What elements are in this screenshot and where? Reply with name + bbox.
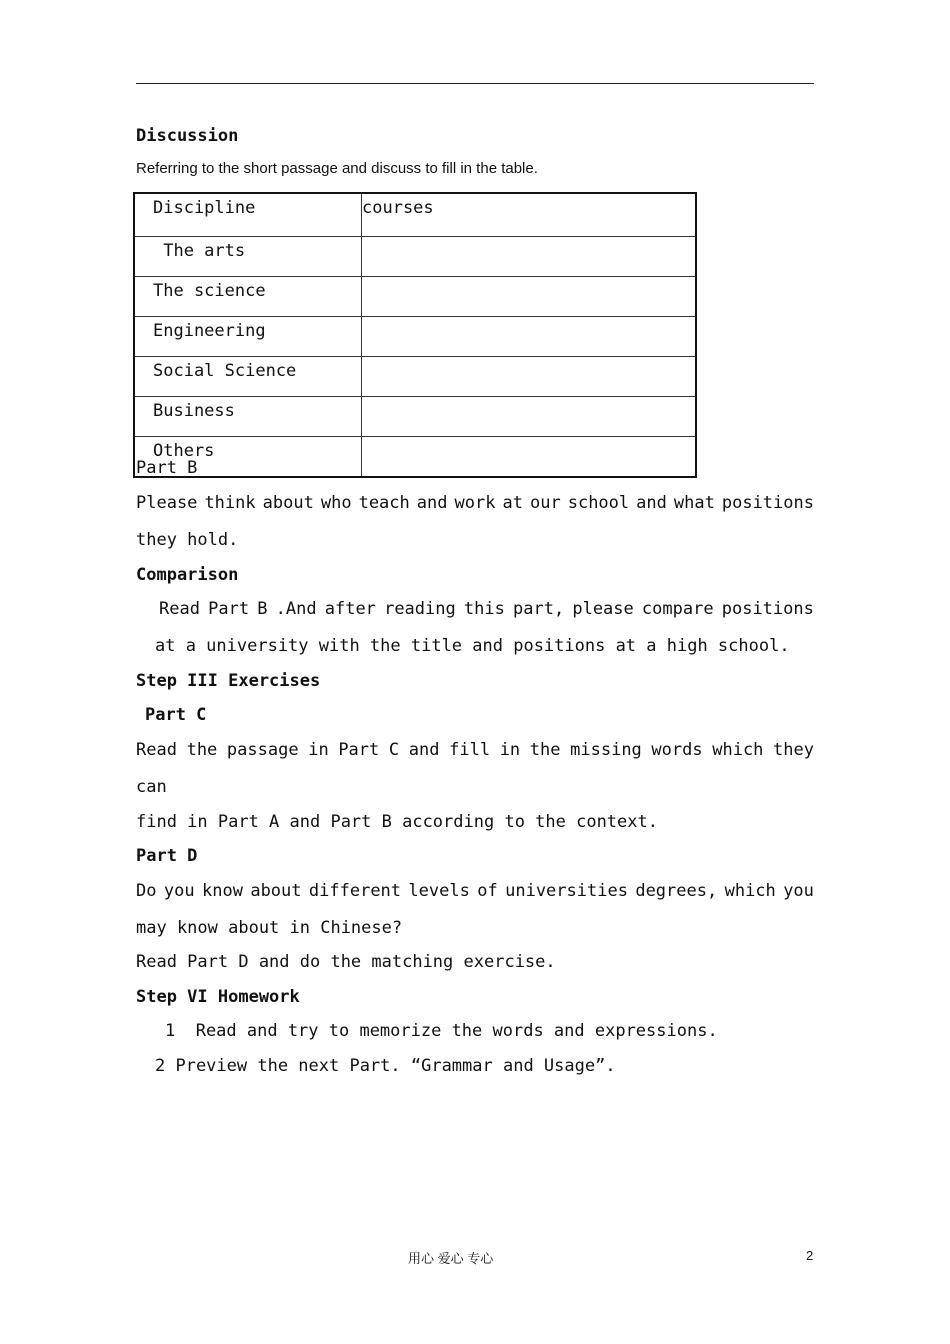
word: which — [712, 740, 764, 760]
word: missing — [570, 740, 642, 760]
word: positions — [721, 599, 814, 619]
word: Please — [136, 493, 198, 513]
header-rule — [136, 83, 814, 84]
table-row — [134, 237, 696, 277]
part-d-heading: Part D — [136, 846, 198, 866]
part-c-line-3: find in Part A and Part B according to the context. — [136, 812, 658, 832]
table-header-row — [134, 193, 696, 237]
word: degrees, — [635, 881, 718, 901]
word: Do — [136, 881, 157, 901]
word: part, — [513, 599, 565, 619]
table-row — [134, 397, 696, 437]
word: B — [257, 599, 268, 619]
word: think — [204, 493, 256, 513]
word: at — [502, 493, 523, 513]
word: Part — [338, 740, 380, 760]
word: passage — [226, 740, 299, 760]
homework-item-1: 1 Read and try to memorize the words and expressions. — [165, 1021, 718, 1041]
word: about — [262, 493, 314, 513]
part-d-line-1 — [136, 881, 814, 901]
comparison-line-1 — [159, 599, 814, 619]
part-b-line-1 — [136, 493, 814, 513]
word: please — [572, 599, 634, 619]
table-cell-courses — [362, 317, 697, 357]
step-3-heading: Step III Exercises — [136, 671, 321, 691]
word: you — [783, 881, 814, 901]
table-cell-discipline: The science — [134, 277, 362, 317]
word: fill — [449, 740, 491, 760]
table-row — [134, 357, 696, 397]
word: in — [308, 740, 329, 760]
part-c-line-2: can — [136, 777, 167, 797]
footer-motto: 用心 爱心 专心 — [408, 1251, 494, 1266]
table-cell-discipline: Engineering — [134, 317, 362, 357]
table-cell-courses — [362, 237, 697, 277]
word: and — [408, 740, 440, 760]
word: and — [416, 493, 448, 513]
part-d-line-2: may know about in Chinese? — [136, 918, 403, 938]
word: the — [186, 740, 218, 760]
table-row — [134, 317, 696, 357]
table-cell-discipline: Business — [134, 397, 362, 437]
homework-item-2: 2 Preview the next Part. “Grammar and Usage”. — [155, 1056, 616, 1076]
word: work — [454, 493, 496, 513]
table-row — [134, 437, 696, 478]
word: and — [636, 493, 667, 513]
table-cell-discipline: The arts — [134, 237, 362, 277]
table-header-discipline: Discipline — [134, 193, 362, 237]
word: of — [477, 881, 498, 901]
table-row — [134, 277, 696, 317]
word: about — [250, 881, 302, 901]
word: Read — [159, 599, 200, 619]
table-cell-discipline: Others — [134, 437, 362, 478]
discussion-heading: Discussion — [136, 126, 239, 146]
part-d-line-3: Read Part D and do the matching exercise. — [136, 952, 556, 972]
word: reading — [384, 599, 456, 619]
part-c-heading: Part C — [145, 705, 207, 725]
word: they — [773, 740, 814, 760]
word: which — [724, 881, 776, 901]
discussion-instruction: Referring to the short passage and discuss to fill in the table. — [136, 160, 538, 177]
word: this — [463, 599, 505, 619]
table-cell-courses — [362, 357, 697, 397]
word: universities — [505, 881, 628, 901]
word: Part — [208, 599, 250, 619]
word: words — [651, 740, 703, 760]
word: C — [388, 740, 400, 760]
discipline-table — [133, 192, 697, 478]
word: .And — [275, 599, 317, 619]
word: levels — [408, 881, 470, 901]
word: the — [529, 740, 561, 760]
table-cell-courses — [362, 397, 697, 437]
table-cell-courses — [362, 277, 697, 317]
table-cell-discipline: Social Science — [134, 357, 362, 397]
word: teach — [358, 493, 410, 513]
comparison-heading: Comparison — [136, 565, 239, 585]
word: in — [499, 740, 521, 760]
part-c-line-1 — [136, 740, 814, 760]
word: positions — [721, 493, 814, 513]
word: Read — [136, 740, 177, 760]
table-cell-courses — [362, 437, 697, 478]
word: after — [324, 599, 376, 619]
word: who — [320, 493, 352, 513]
homework-heading: Step VI Homework — [136, 987, 300, 1007]
word: different — [308, 881, 402, 901]
part-b-heading: Part B — [136, 458, 198, 478]
word: what — [673, 493, 715, 513]
word: our — [529, 493, 561, 513]
word: know — [201, 881, 243, 901]
word: compare — [641, 599, 714, 619]
page-number: 2 — [806, 1248, 814, 1263]
word: you — [163, 881, 195, 901]
comparison-line-2: at a university with the title and positions at a high school. — [155, 636, 790, 656]
part-b-line-2: they hold. — [136, 530, 239, 550]
table-header-courses: courses — [362, 193, 697, 237]
word: school — [567, 493, 630, 513]
